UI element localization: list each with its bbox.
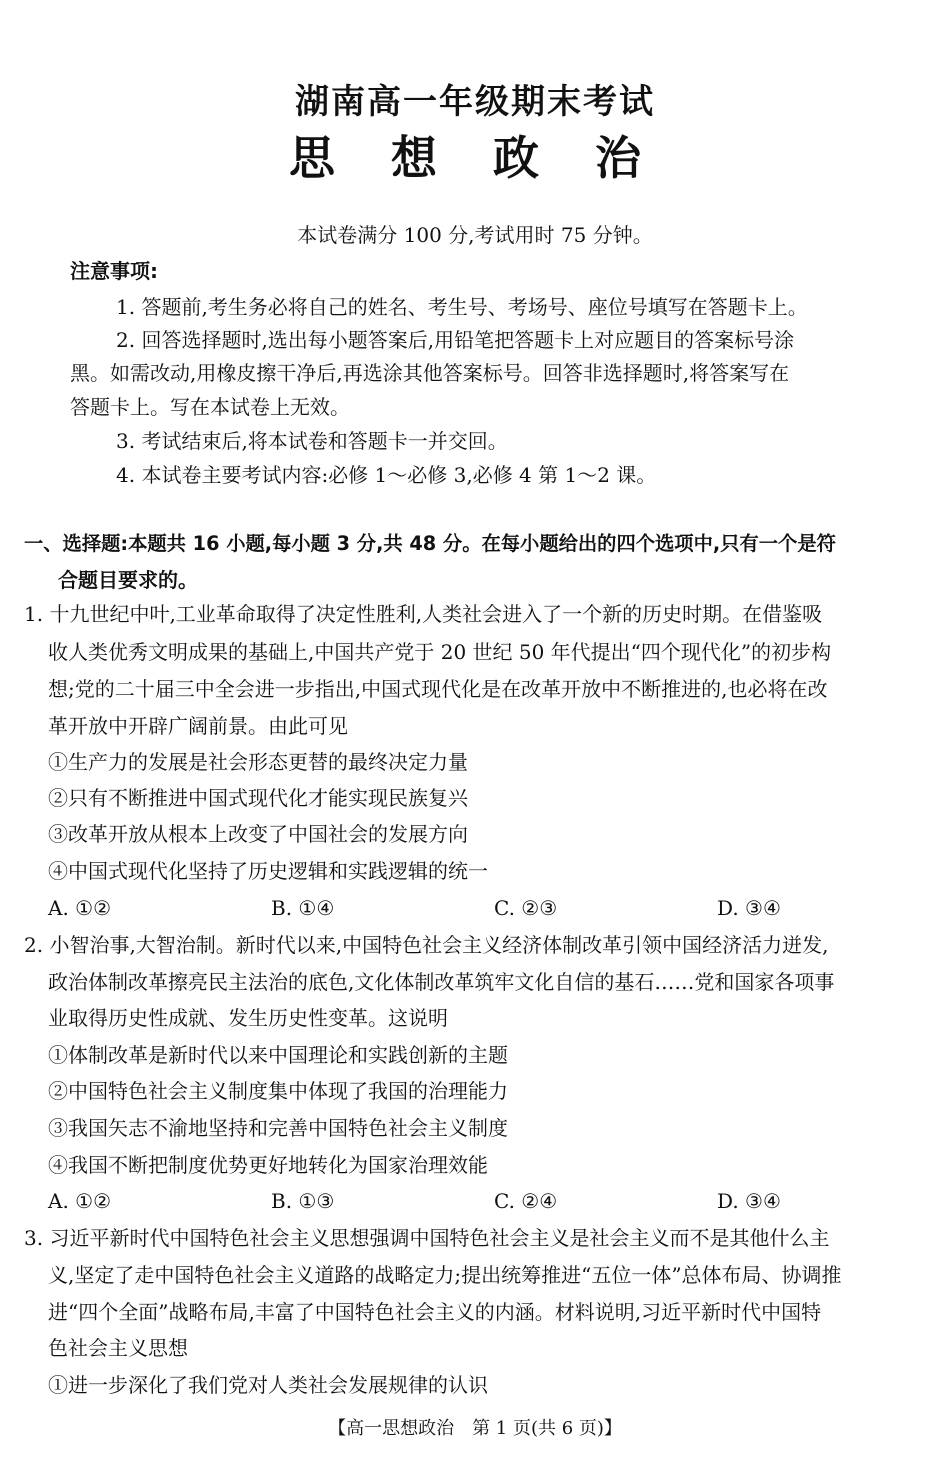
statement: ①生产力的发展是社会形态更替的最终决定力量 (48, 750, 468, 774)
section-heading-cont: 合题目要求的。 (58, 568, 198, 592)
statement: ②只有不断推进中国式现代化才能实现民族复兴 (48, 786, 468, 810)
statement: ③改革开放从根本上改变了中国社会的发展方向 (48, 822, 468, 846)
notice-item: 2. 回答选择题时,选出每小题答案后,用铅笔把答题卡上对应题目的答案标号涂 (116, 328, 795, 352)
option-c: C. ②③ (494, 896, 558, 920)
question-stem: 进“四个全面”战略布局,丰富了中国特色社会主义的内涵。材料说明,习近平新时代中国特 (48, 1300, 822, 1324)
page-footer: 【高一思想政治 第 1 页(共 6 页)】 (328, 1418, 622, 1439)
option-a: A. ①② (48, 896, 112, 920)
question-stem: 想;党的二十届三中全会进一步指出,中国式现代化是在改革开放中不断推进的,也必将在改 (48, 677, 828, 701)
statement: ②中国特色社会主义制度集中体现了我国的治理能力 (48, 1079, 508, 1103)
question-stem: 义,坚定了走中国特色社会主义道路的战略定力;提出统筹推进“五位一体”总体布局、协调推 (48, 1263, 842, 1287)
question-stem: 2. 小智治事,大智治制。新时代以来,中国特色社会主义经济体制改革引领中国经济活力迸发, (24, 933, 829, 957)
notice-item: 黑。如需改动,用橡皮擦干净后,再选涂其他答案标号。回答非选择题时,将答案写在 (70, 361, 790, 385)
statement: ③我国矢志不渝地坚持和完善中国特色社会主义制度 (48, 1116, 508, 1140)
option-d: D. ③④ (717, 1189, 781, 1213)
answer-options (48, 1187, 940, 1215)
subject-title: 思 想 政 治 (288, 131, 662, 185)
option-b: B. ①④ (271, 896, 335, 920)
option-c: C. ②④ (494, 1189, 558, 1213)
answer-options (48, 894, 940, 922)
statement: ①进一步深化了我们党对人类社会发展规律的认识 (48, 1373, 488, 1397)
option-d: D. ③④ (717, 896, 781, 920)
question-stem: 革开放中开辟广阔前景。由此可见 (48, 714, 348, 738)
statement: ④中国式现代化坚持了历史逻辑和实践逻辑的统一 (48, 859, 488, 883)
exam-title: 湖南高一年级期末考试 (295, 82, 655, 122)
question-stem: 业取得历史性成就、发生历史性变革。这说明 (48, 1006, 448, 1030)
question-stem: 色社会主义思想 (48, 1336, 188, 1360)
option-b: B. ①③ (271, 1189, 335, 1213)
question-stem: 收人类优秀文明成果的基础上,中国共产党于 20 世纪 50 年代提出“四个现代化”的初步构 (48, 640, 832, 664)
question-stem: 3. 习近平新时代中国特色社会主义思想强调中国特色社会主义是社会主义而不是其他什么主 (24, 1226, 830, 1250)
notice-item: 答题卡上。写在本试卷上无效。 (70, 395, 350, 419)
question-stem: 1. 十九世纪中叶,工业革命取得了决定性胜利,人类社会进入了一个新的历史时期。在借鉴吸 (24, 602, 823, 626)
question-stem: 政治体制改革擦亮民主法治的底色,文化体制改革筑牢文化自信的基石……党和国家各项事 (48, 970, 835, 994)
notice-item: 4. 本试卷主要考试内容:必修 1～必修 3,必修 4 第 1～2 课。 (116, 463, 657, 487)
option-a: A. ①② (48, 1189, 112, 1213)
notice-heading: 注意事项: (70, 259, 158, 283)
section-heading: 一、选择题:本题共 16 小题,每小题 3 分,共 48 分。在每小题给出的四个选项中,只有一个是符 (24, 532, 836, 555)
exam-info: 本试卷满分 100 分,考试用时 75 分钟。 (297, 223, 653, 247)
statement: ④我国不断把制度优势更好地转化为国家治理效能 (48, 1153, 488, 1177)
notice-item: 1. 答题前,考生务必将自己的姓名、考生号、考场号、座位号填写在答题卡上。 (116, 295, 808, 319)
notice-item: 3. 考试结束后,将本试卷和答题卡一并交回。 (116, 429, 508, 453)
statement: ①体制改革是新时代以来中国理论和实践创新的主题 (48, 1043, 508, 1067)
